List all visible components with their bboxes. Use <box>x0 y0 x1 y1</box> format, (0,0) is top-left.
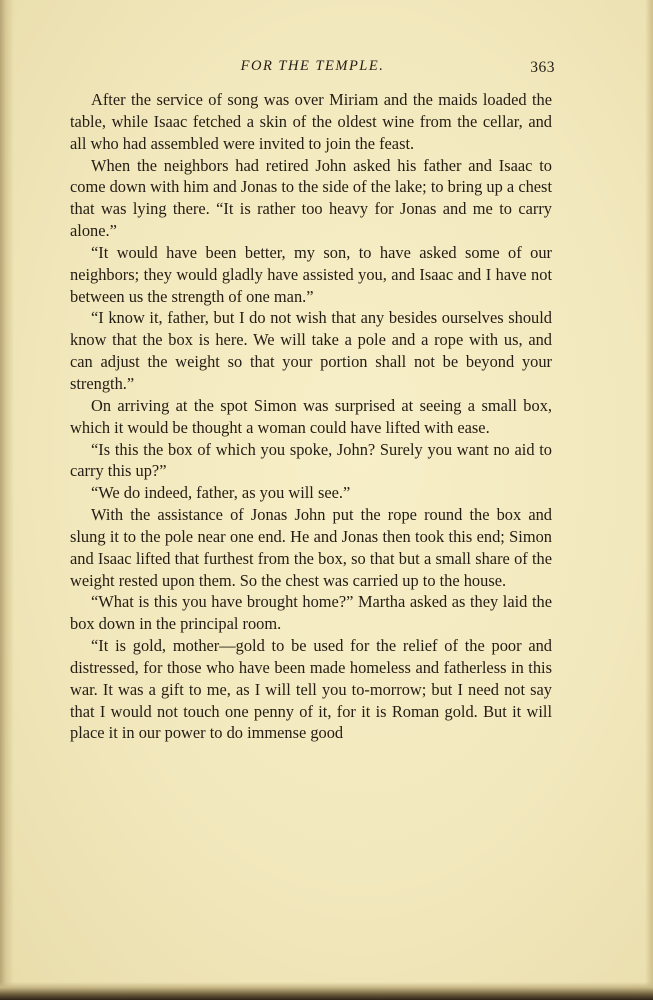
paragraph-3: “It would have been better, my son, to have asked some of our neighbors; they would gladly have assisted you, and Isaac and I have not between us the strength of one man.” <box>70 242 552 306</box>
page-edge-bottom <box>0 982 653 1000</box>
paragraph-1: After the service of song was over Miriam and the maids loaded the table, while Isaac fetched a skin of the oldest wine from the cellar, and all who had assembled were invited to join the feast. <box>70 90 552 153</box>
paragraph-5: On arriving at the spot Simon was surprised at seeing a small box, which it would be thought a woman could have lifted with ease. <box>70 395 552 437</box>
paragraph-10: “It is gold, mother—gold to be used for the relief of the poor and distressed, for those who have been made homeless and fatherless in this war. It was a gift to me, as I will tell you to-morrow; but I need not say that I would not touch one penny of it, for it is Roman gold. But it will place it in our power to do immense good <box>70 636 552 743</box>
paragraph-2: When the neighbors had retired John asked his father and Isaac to come down with him and Jonas to the side of the lake; to bring up a chest that was lying there. “It is rather too heavy for Jonas and me to carry alone.” <box>70 155 552 241</box>
page-header <box>70 58 555 80</box>
paragraph-8: With the assistance of Jonas John put the rope round the box and slung it to the pole near one end. He and Jonas then took this end; Simon and Isaac lifted that furthest from the box, so that but a small share of the weight rested upon them. So the chest was carried up to the house. <box>70 505 552 590</box>
body-text <box>70 89 552 744</box>
paragraph-7: “We do indeed, father, as you will see.” <box>91 483 351 503</box>
running-head: FOR THE TEMPLE. <box>240 58 385 74</box>
paragraph-9: “What is this you have brought home?” Martha asked as they laid the box down in the principal room. <box>70 592 552 634</box>
paragraph-4: “I know it, father, but I do not wish that any besides ourselves should know that the box is here. We will take a pole and a rope with us, and can adjust the weight so that your portion shall not be beyond your strength.” <box>70 308 552 393</box>
page-edge-right <box>645 0 653 1000</box>
page-number: 363 <box>530 59 555 76</box>
gutter-shadow <box>0 0 14 1000</box>
paragraph-6: “Is this the box of which you spoke, John? Surely you want no aid to carry this up?” <box>70 439 552 481</box>
